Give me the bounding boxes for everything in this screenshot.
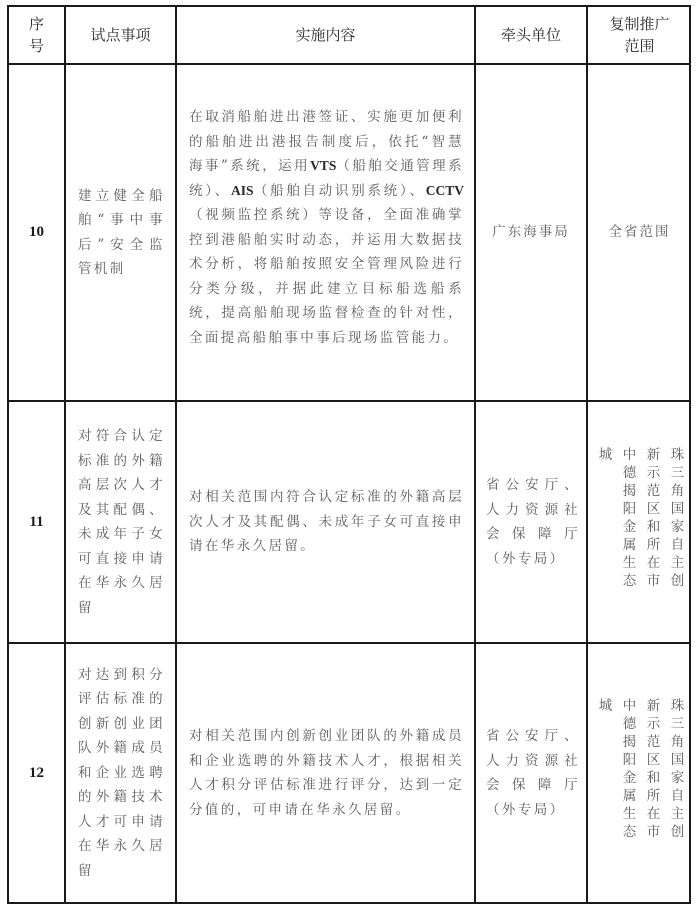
table-row-10-scope <box>588 65 691 400</box>
row-item: 建立健全船舶“事中事后”安全监管机制 <box>78 187 165 277</box>
header-lead-label: 牵头单位 <box>500 26 561 44</box>
table-row-11-scope <box>588 402 691 642</box>
header-scope-label: 复制推广范围 <box>609 15 670 55</box>
row-content: 对相关范围内符合认定标准的外籍高层次人才及其配偶、未成年子女可直接申请在华永久居留。 <box>189 489 464 555</box>
row-seq: 12 <box>29 764 44 781</box>
header-seq-label: 序号 <box>28 15 44 55</box>
table-row-12-seq <box>9 644 64 902</box>
content-text: 在取消船舶进出港签证、实施更加便利的船舶进出港报告制度后，依托“智慧海事”系统，运用 <box>189 109 464 174</box>
table-row-11-lead <box>476 402 586 642</box>
header-item <box>66 7 175 63</box>
vts-term: VTS <box>310 158 337 173</box>
table-row-12-scope <box>588 644 691 902</box>
header-seq <box>9 7 64 63</box>
row-item: 对达到积分评估标准的创新创业团队外籍成员和企业选聘的外籍技术人才可申请在华永久居留 <box>78 666 165 879</box>
table-row-12-lead <box>476 644 586 902</box>
table-row-10-content <box>177 65 474 400</box>
row-lead: 省公安厅、人力资源社会保障厅（外专局） <box>486 728 580 818</box>
row-item: 对符合认定标准的外籍高层次人才及其配偶、未成年子女可直接申请在华永久居留 <box>78 428 165 616</box>
header-lead <box>476 7 586 63</box>
table-row-12-item <box>66 644 175 902</box>
table-row-10-seq <box>9 65 64 400</box>
header-content-label: 实施内容 <box>295 26 356 44</box>
row-lead: 广东海事局 <box>492 224 570 241</box>
ais-term: AIS <box>230 182 254 198</box>
header-content <box>177 7 474 63</box>
content-text: （视频监控系统）等设备，全面准确掌控到港船舶实时动态，并运用大数据技术分析，将船舶按照安全管理风险进行分类分级，并据此建立目标船选船系统，提高船舶现场监督检查的针对性，全面提高船舶事中事后现场监管能力。 <box>189 207 464 346</box>
table-row-11-content <box>177 402 474 642</box>
content-text: （船舶交通管理系统）、 <box>189 158 464 199</box>
row-scope: 珠三角国家自主创新示范区和所在市中德揭阳金属生态城 <box>595 698 684 842</box>
row-lead: 省公安厅、人力资源社会保障厅（外专局） <box>486 477 580 567</box>
pilot-items-table <box>7 5 691 904</box>
header-item-label: 试点事项 <box>90 26 151 44</box>
row-scope: 珠三角国家自主创新示范区和所在市中德揭阳金属生态城 <box>595 447 684 591</box>
row-seq: 11 <box>29 513 44 530</box>
row-scope: 全省范围 <box>608 224 671 241</box>
table-row-12-content <box>177 644 474 902</box>
cctv-term: CCTV <box>425 182 465 198</box>
header-scope <box>588 7 691 63</box>
row-content <box>189 105 464 350</box>
row-content: 对相关范围内创新创业团队的外籍成员和企业选聘的外籍技术人才，根据相关人才积分评估标准进行评分，达到一定分值的，可申请在华永久居留。 <box>189 728 464 818</box>
table-row-10-lead <box>476 65 586 400</box>
content-text: （船舶自动识别系统）、 <box>253 182 426 199</box>
table-row-11-item <box>66 402 175 642</box>
table-row-10-item <box>66 65 175 400</box>
row-seq: 10 <box>29 224 44 240</box>
table-row-11-seq <box>9 402 64 642</box>
